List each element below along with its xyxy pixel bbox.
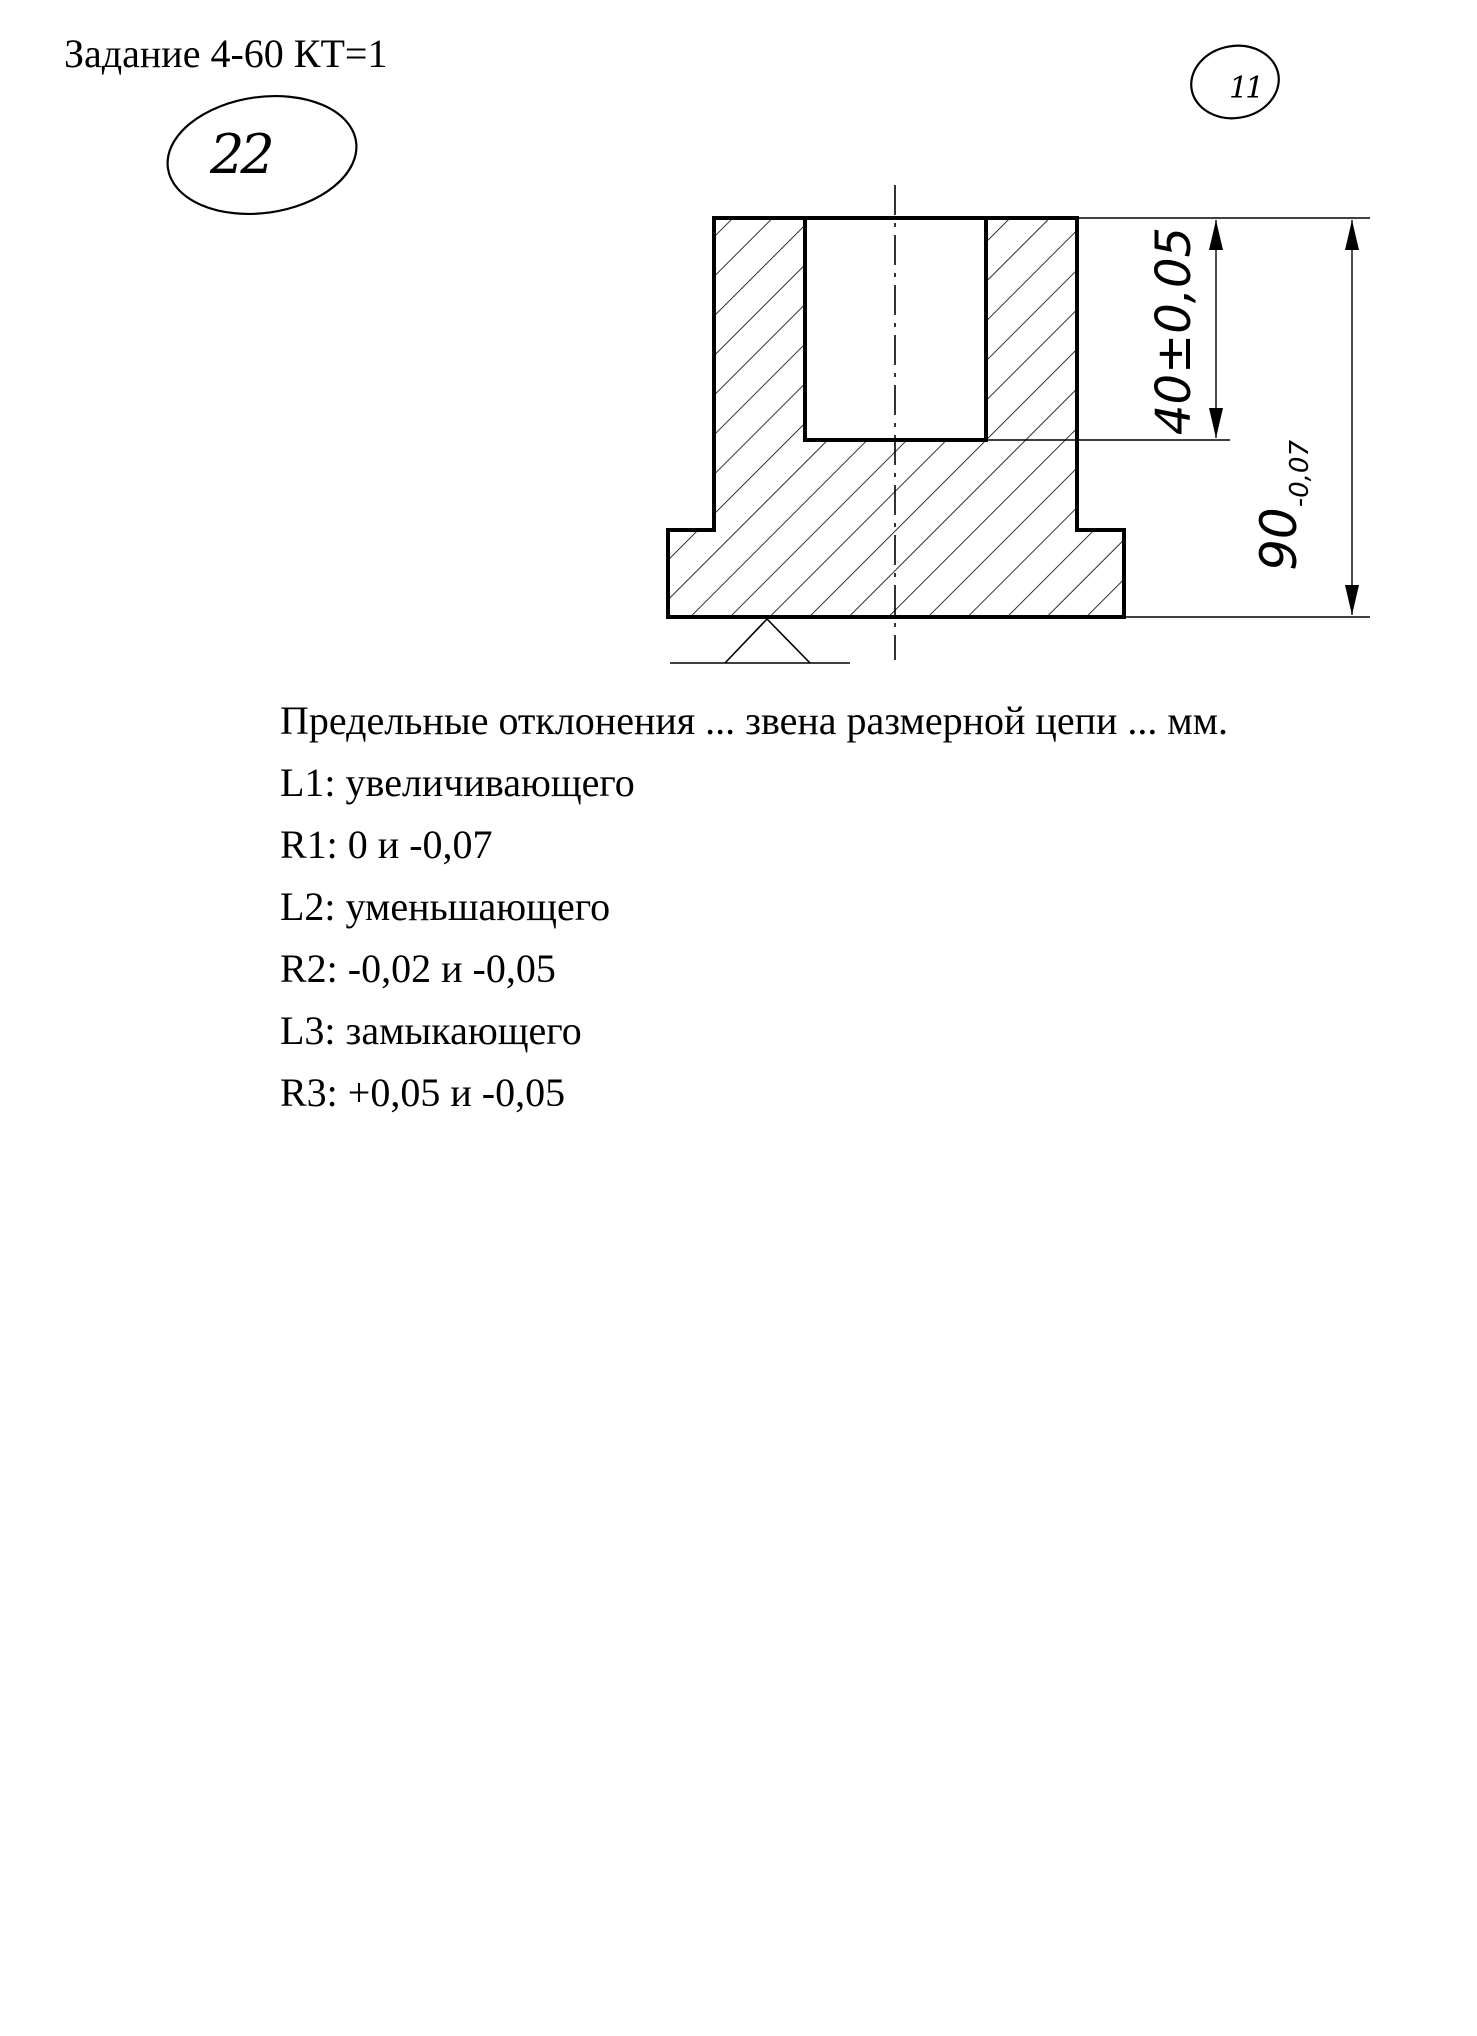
svg-text:90-0,07 <box>1250 440 1315 571</box>
answer-line-r1: R1: 0 и -0,07 <box>280 822 493 867</box>
question-block <box>280 690 1228 1124</box>
dim-arrow-total-top <box>1345 220 1359 250</box>
mark-11-oval <box>1185 39 1284 125</box>
answer-line-l1: L1: увеличивающего <box>280 760 635 805</box>
mark-22-oval <box>160 84 364 225</box>
answer-line-r2: R2: -0,02 и -0,05 <box>280 946 556 991</box>
dim-arrow-hole-bottom <box>1209 408 1223 438</box>
handwritten-mark-11: 11 <box>1229 71 1262 106</box>
dim-arrow-total-bottom <box>1345 585 1359 615</box>
answer-line-l2: L2: уменьшающего <box>280 884 611 929</box>
answer-line-r3: R3: +0,05 и -0,05 <box>280 1070 566 1115</box>
answer-line-l3: L3: замыкающего <box>280 1008 582 1053</box>
question-prompt: Предельные отклонения ... звена размерной цепи ... мм. <box>280 698 1229 743</box>
dim-text-hole: 40±0,05 <box>1146 226 1202 436</box>
handwritten-mark-22: 22 <box>210 123 271 186</box>
dim-text-total-tol: -0,07 <box>1285 440 1315 508</box>
dim-arrow-hole-top <box>1209 220 1223 250</box>
support-triangle <box>725 619 810 663</box>
task-title: Задание 4-60 КТ=1 <box>64 31 388 76</box>
dim-text-total-base: 90 <box>1250 507 1308 571</box>
